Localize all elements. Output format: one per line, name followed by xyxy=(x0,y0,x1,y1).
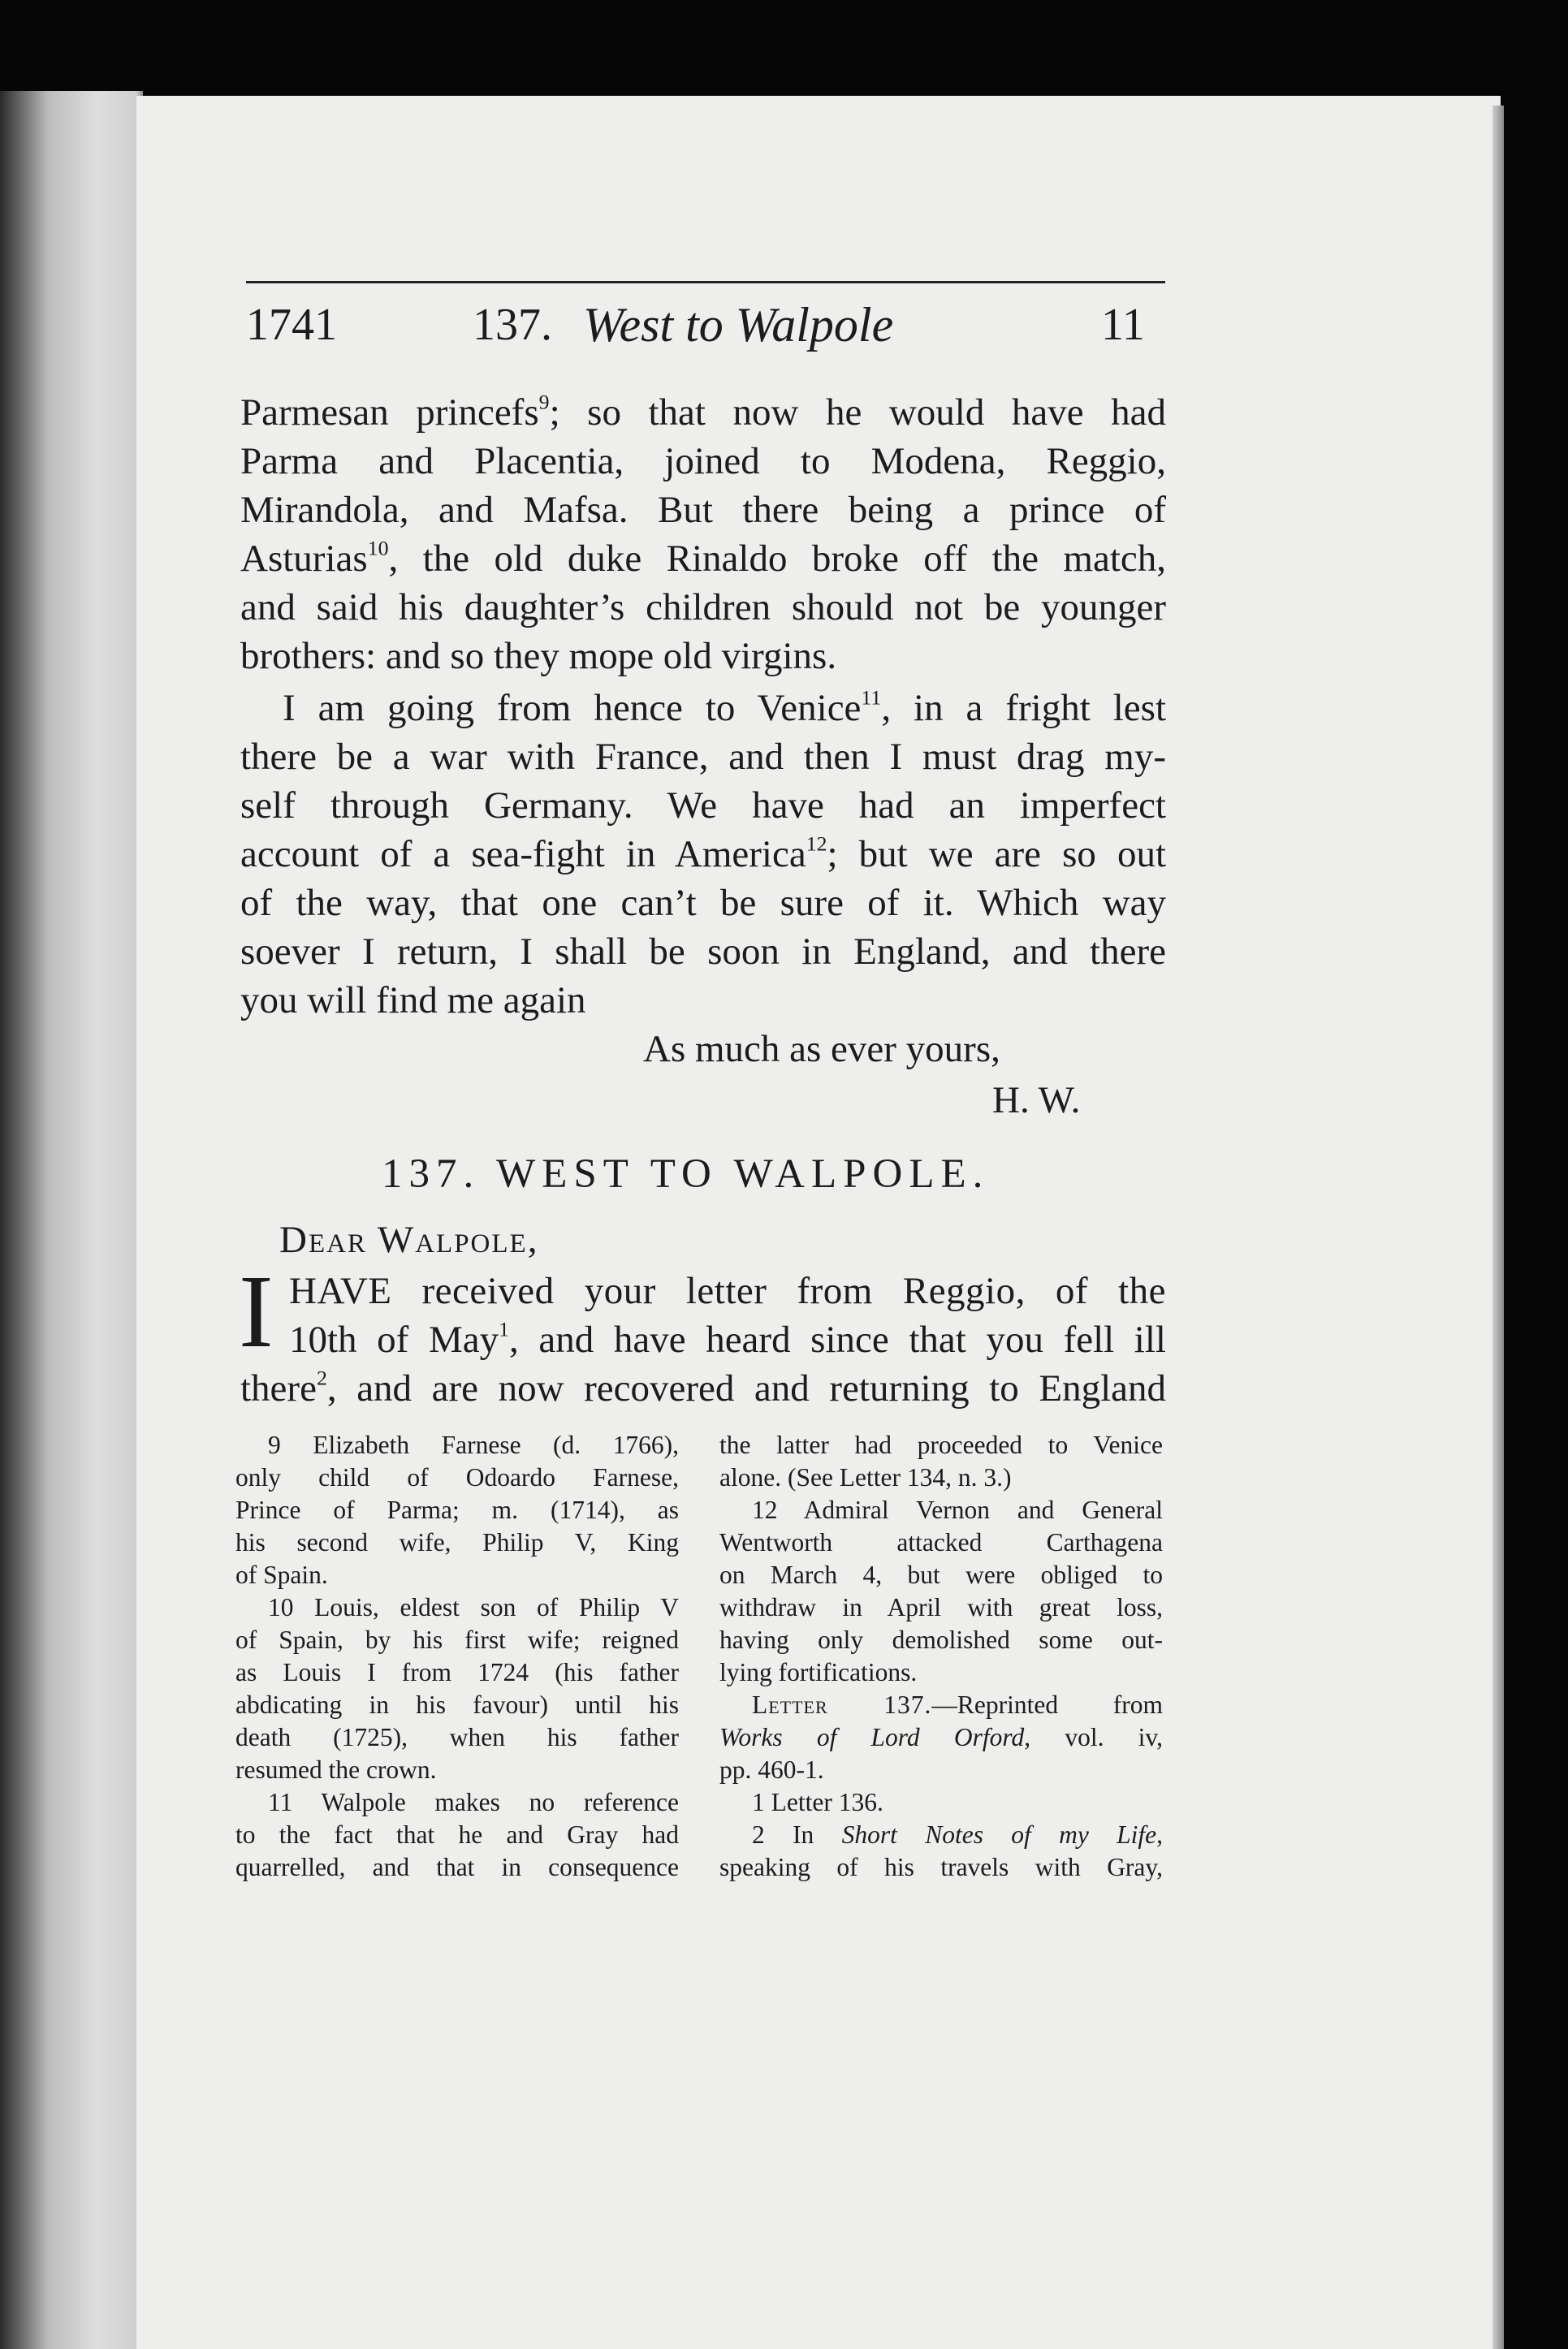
footnote-line: abdicating in his favour) until his xyxy=(235,1691,679,1719)
text-line: 10th of May$^1$, and have heard since that you fell ill xyxy=(289,1317,1166,1361)
footnotes-right-column xyxy=(719,1429,1163,1884)
footnote-line: Works of Lord Orford, vol. iv, xyxy=(719,1723,1163,1751)
text-line: there be a war with France, and then I must drag my- xyxy=(240,736,1166,778)
footnote-line: as Louis I from 1724 (his father xyxy=(235,1658,679,1686)
footnote-ref-10: 10 xyxy=(367,536,389,560)
header-rule xyxy=(246,281,1165,283)
footnote-line: 1 Letter 136. xyxy=(752,1788,883,1816)
closing-line: As much as ever yours, xyxy=(643,1028,1000,1070)
running-head-title: West to Walpole xyxy=(583,298,894,352)
footnote-line: Letter 137.—Reprinted from xyxy=(752,1691,1163,1719)
text-line: brothers: and so they mope old virgins. xyxy=(240,635,837,677)
paragraph-princess xyxy=(240,388,1166,680)
footnote-ref-11: 11 xyxy=(861,685,882,710)
footnote-ref-12: 12 xyxy=(806,831,827,856)
text-line: Asturias$^{10}$, the old duke Rinaldo broke off the match, xyxy=(240,536,1166,580)
paragraph-venice xyxy=(240,684,1166,1025)
footnote-line: resumed the crown. xyxy=(235,1755,437,1784)
text-line: and said his daughter’s children should not be younger xyxy=(240,586,1166,628)
text-line: Mirandola, and Mafsa. But there being a prince of xyxy=(240,489,1166,531)
work-title: Short Notes of my Life xyxy=(841,1820,1157,1849)
footnote-ref-2: 2 xyxy=(316,1366,327,1390)
footnote-line: withdraw in April with great loss, xyxy=(719,1593,1163,1621)
text-line: Parmesan princefs$^9$; so that now he would have had xyxy=(240,390,1166,434)
footnote-line: lying fortifications. xyxy=(719,1658,918,1686)
footnote-line: only child of Odoardo Farnese, xyxy=(235,1463,679,1492)
footnote-line: death (1725), when his father xyxy=(235,1723,679,1751)
page-right-edge xyxy=(1492,106,1504,2349)
signature: H. W. xyxy=(992,1079,1081,1121)
footnote-line: speaking of his travels with Gray, xyxy=(719,1853,1163,1881)
footnote-line: 12 Admiral Vernon and General xyxy=(752,1496,1163,1524)
text-line: Parma and Placentia, joined to Modena, Reggio, xyxy=(240,440,1166,482)
letter-heading: 137. WEST TO WALPOLE. xyxy=(382,1151,990,1197)
letter-opening xyxy=(239,1254,1166,1413)
footnote-line: the latter had proceeded to Venice xyxy=(719,1431,1163,1459)
work-title: Works of Lord Orford xyxy=(719,1723,1025,1751)
source-label: Letter 137. xyxy=(752,1691,932,1719)
footnote-line: to the fact that he and Gray had xyxy=(235,1820,679,1849)
footnote-line: his second wife, Philip V, King xyxy=(235,1528,679,1557)
footnote-line: 9 Elizabeth Farnese (d. 1766), xyxy=(268,1431,679,1459)
footnote-line: Wentworth attacked Carthagena xyxy=(719,1528,1163,1557)
text-line: of the way, that one can’t be sure of it. Which way xyxy=(240,882,1166,924)
footnote-line: 2 In Short Notes of my Life, xyxy=(752,1820,1163,1849)
footnote-line: 11 Walpole makes no reference xyxy=(268,1788,679,1816)
text-line: self through Germany. We have had an imperfect xyxy=(240,784,1166,827)
page-number: 11 xyxy=(1101,300,1145,350)
footnote-line: alone. (See Letter 134, n. 3.) xyxy=(719,1463,1012,1492)
footnote-line: pp. 460-1. xyxy=(719,1755,824,1784)
footnotes-left-column xyxy=(235,1429,679,1884)
text-line: HAVE received your letter from Reggio, of the xyxy=(289,1270,1166,1312)
facing-page-edge xyxy=(0,91,143,2349)
footnote-line: quarrelled, and that in consequence xyxy=(235,1853,679,1881)
drop-cap: I xyxy=(239,1254,274,1369)
text-line: you will find me again xyxy=(240,979,586,1021)
footnote-line: Prince of Parma; m. (1714), as xyxy=(235,1496,679,1524)
footnote-line: 10 Louis, eldest son of Philip V xyxy=(268,1593,679,1621)
footnote-ref-9: 9 xyxy=(538,390,550,414)
footnote-line: on March 4, but were obliged to xyxy=(719,1561,1163,1589)
footnote-line: having only demolished some out- xyxy=(719,1626,1163,1654)
text-line: account of a sea-fight in America$^{12}$; but we are so out xyxy=(240,831,1167,875)
salutation: Dear Walpole, xyxy=(279,1219,539,1261)
footnote-line: of Spain. xyxy=(235,1561,328,1589)
text-line: soever I return, I shall be soon in England, and there xyxy=(240,931,1166,973)
text-line: there$^2$, and are now recovered and returning to England xyxy=(240,1366,1166,1410)
running-head-year: 1741 xyxy=(246,300,337,350)
text-line: I am going from hence to Venice$^{11}$, in a fright lest xyxy=(283,685,1167,729)
running-head-number: 137. xyxy=(473,300,552,350)
footnote-line: of Spain, by his first wife; reigned xyxy=(235,1626,679,1654)
footnote-ref-1: 1 xyxy=(499,1317,510,1341)
